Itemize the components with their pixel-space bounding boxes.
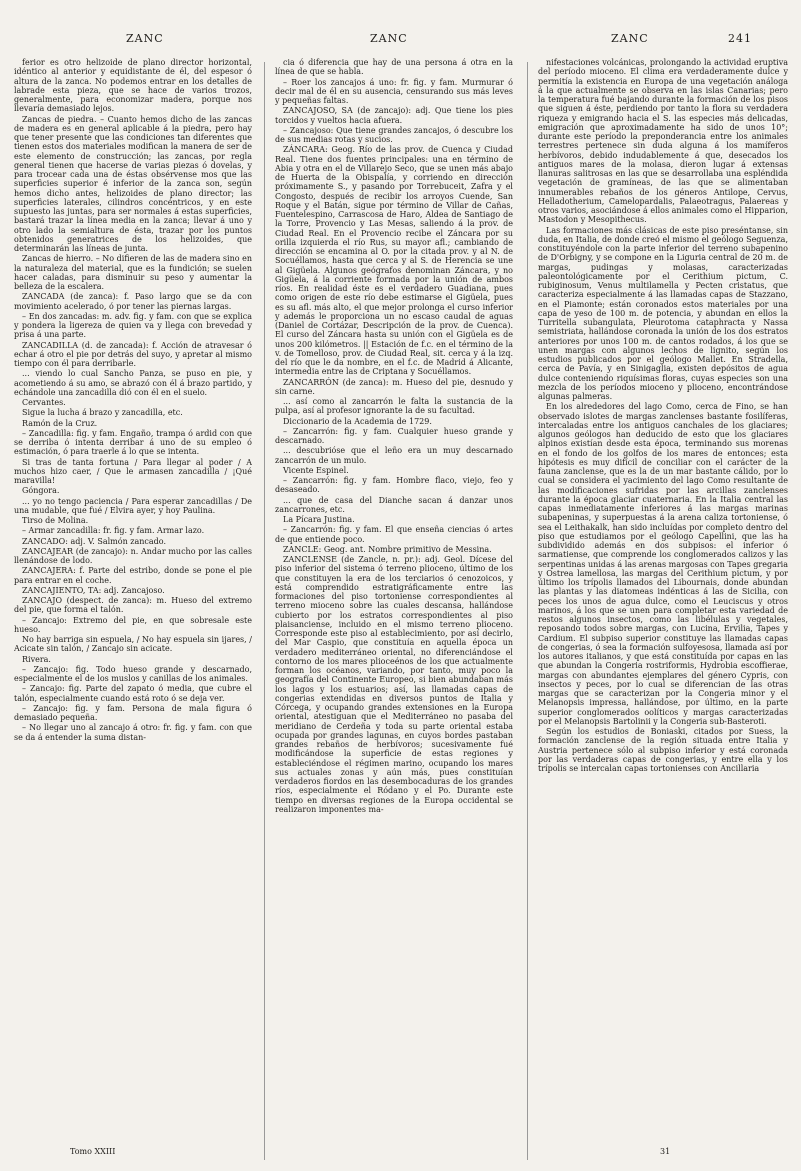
paragraph: ... descubrióse que el leño era un muy descarnado zancarrón de un mulo. <box>275 446 513 465</box>
paragraph: ZANCAJIENTO, TA: adj. Zancajoso. <box>22 585 165 595</box>
paragraph: ZANCAJOSO, SA (de zancajo): adj. Que tiene los pies torcidos y vueltos hacia afuera. <box>275 106 513 125</box>
paragraph: – En dos zancadas: m. adv. fig. y fam. con que se explica y pondera la ligereza de quien va y llega con brevedad y prisa á una parte. <box>14 311 252 340</box>
paragraph: – Zancajo: Extremo del pie, en que sobresale este hueso. <box>14 615 252 634</box>
text-column-2 <box>275 58 513 1163</box>
paragraph: ZANCAJERA: f. Parte del estribo, donde se pone el pie para entrar en el coche. <box>14 566 252 585</box>
paragraph: Las formaciones más clásicas de este piso preséntanse, sin duda, en Italia, de donde creó el mismo el geólogo Seguenza, constituyéndole con la parte inferior del terreno subapenino de D'Orbigny, y se compone en la Liguria central de 20 m. de margas, pudingas y molasas, caracterizadas paleontológicamente por el Cerithium pictum, C. rubiginosum, Venus multilamella y Pecten cristatus, que caracteriza especialmente á las llamadas capas de Stazzano, en el Piamonte; están coronados estos materiales por una capa de yeso de 100 m. de potencia, y abundan en ellos la Turritella subangulata, Pleurotoma cataphracta y Nassa semistriata, hallándose coronada la unión de los dos estratos anteriores por unos 100 m. de cantos rodados, á los que se unen margas con algunos lechos de lignito, según los estudios publicados por el geólogo Mallet. En Stradella, cerca de Pavía, y en Sinigaglia, existen depósitos de agua dulce conteniendo riquísimas floras, cuyas especies son una mezcla de los períodos mioceno y plioceno, encontrándose algunas palmeras. <box>538 225 788 401</box>
volume-label: Tomo XXIII <box>70 1147 116 1156</box>
paragraph: En los alrededores del lago Como, cerca de Fino, se han observado islotes de margas zanclenses bastante fosilíferas, intercaladas entre los antiguos canchales de los glaciares; algunos geólogos han deducido de esto que los glaciares alpinos existían desde esta época, terminando sus morenas en el fondo de los golfos de los mares de entonces; esta hipótesis es muy difícil de conciliar con el carácter de la fauna zanclense, que es la de un mar bastante cálido, por lo cual se considera el yacimiento del lago Como resultante de las modificaciones sufridas por las arcillas zanclenses durante la época glaciar cuaternaria. En la Italia central las capas inmediatamente inferiores á las margas marinas subapeninas, y superpuestas á la arena caliza tortoniense, ó sea el Leithakalk, han sido incluídas por completo dentro del piso que estudiamos por el geólogo Capellini, que las ha subdividido además en dos subpisos: el inferior ó sarmatiense, que comprende los conglomerados calizos y las serpentinas unidas á las arenas margosas con Tapes gregaria y Ostrea lamellosa, las margas del Cerithium pictum, y por último los trípolis llamados del Libournais, donde abundan las plantas y las diatomeas indénticas á las de Sicilia, con peces los unos de agua dulce, como el Leuciscus y otros marinos, á los que se unen para completar esta variedad de restos algunos insectos, como las libélulas y vegetales, reposando todos sobre margas, con Lucina, Ervilia, Tapes y Cardium. El subpiso superior constituye las llamadas capas de congerias, ó sea la formación sulfoyesosa, llamada así por los autores italianos, y que está constituída por capas en las que abundan la Congeria rostriformis, Hydrobia escoffierae, margas con abundantes ejemplares del género Cypris, con insectos y peces, por lo cual se diferencian de las otras margas que se caracterizan por la Congeria minor y el Melanopsis impressa, hallándose, por último, en la parte superior conglomerados oolíticos y margas caracterizadas por el Melanopsis Bartolinii y la Congeria sub-Basteroti. <box>538 402 788 726</box>
paragraph: ZANCLE: Geog. ant. Nombre primitivo de Messina. <box>283 544 492 554</box>
paragraph: Zancas de hierro. – No difieren de las de madera sino en la naturaleza del material, que es la fundición; se suelen hacer caladas, para disminuir su peso y aumentar la belleza de la escalera. <box>14 254 252 291</box>
paragraph: – No llegar uno al zancajo á otro: fr. fig. y fam. con que se da á entender la suma distan- <box>14 723 252 742</box>
paragraph: – Armar zancadilla: fr. fig. y fam. Armar lazo. <box>22 526 205 536</box>
paragraph: – Zancajo: fig. Todo hueso grande y descarnado, especialmente el de los muslos y canillas de los animales. <box>14 664 252 683</box>
page-number: 241 <box>728 32 752 45</box>
header-right-word: ZANC <box>611 32 649 45</box>
sheet-number: 31 <box>660 1147 671 1156</box>
paragraph: Según los estudios de Boniaski, citados por Suess, la formación zanclense de la región situada entre Italia y Austria pertenece sólo al subpiso inferior y está coronada por las verdaderas capas de congerias, y entre ella y los trípolis se intercalan capas tortonienses con Ancillaria <box>538 727 788 773</box>
paragraph: Góngora. <box>22 486 60 496</box>
paragraph: nifestaciones volcánicas, prolongando la actividad eruptiva del período mioceno. El clima era verdaderamente dulce y permitía la existencia en Europa de una vegetación análoga á la que actualmente se observa en las islas Canarias; pero la temperatura fué bajando durante la formación de los pisos que siguen á éste, perdiendo por tanto la flora su verdadera riqueza y emigrando hacia el S. las especies más delicadas, emigración que aproximadamente ha sido de unos 10°; durante este período la preponderancia entre los animales terrestres pertenece sin duda alguna á los mamíferos herbívoros, debido indudablemente á que, desecados los antiguos mares de la molasa, dieron lugar á extensas llanuras salitrosas en las que se desarrollaba una espléndida vegetación de gramíneas, de las que se alimentaban innumerables rebaños de los géneros Antilope, Cervus, Helladotherium, Camelopardalis, Palaeotragus, Palaereas y otros varios, asociándose á ellos animales como el Hipparion, Mastodon y Mesopithecus. <box>538 58 788 225</box>
paragraph: ... así como al zancarrón le falta la sustancia de la pulpa, así al profesor ignorante la de su facultad. <box>275 397 513 416</box>
column-divider <box>264 62 265 1160</box>
paragraph: Zancas de piedra. – Cuanto hemos dicho de las zancas de madera es en general aplicable á la piedra, pero hay que tener presente que las condiciones tan diferentes que tienen estos dos materiales modifican la manera de ser de este elemento de construcción; las zancas, por regla general tienen que hacerse de varias piezas ó dovelas, y para trocear cada una de éstas obsérvense mos que las superficies superior é inferior de la zanca son, según hemos dicho antes, helizoides de plano director; las superficies laterales, cilindros concéntricos, y en este supuesto las juntas, para ser normales á estas superficies, bastará trazar la línea media en la zanca; llevar á uno y otro lado la semialtura de ésta, trazar por los puntos obtenidos generatrices de los helizoides, que determinarán las líneas de junta. <box>14 114 252 253</box>
text-column-1 <box>14 58 252 1163</box>
paragraph: Sigue la lucha á brazo y zancadilla, etc. <box>22 408 183 418</box>
paragraph: Vicente Espinel. <box>283 465 349 475</box>
paragraph: Cervantes. <box>22 398 66 407</box>
paragraph: ... yo no tengo paciencia / Para esperar zancadillas / De una mudable, que fué / Elvira ayer, y hoy Paulina. <box>14 496 252 515</box>
paragraph: – Zancarrón: fig. y fam. El que enseña ciencias ó artes de que entiende poco. <box>275 525 513 544</box>
paragraph: Ramón de la Cruz. <box>22 418 98 428</box>
running-header <box>0 32 801 54</box>
paragraph: ZANCADA (de zanca): f. Paso largo que se da con movimiento acelerado, ó por tener las piernas largas. <box>14 292 252 311</box>
paragraph: ... que de casa del Dianche sacan á danzar unos zancarrones, etc. <box>275 495 513 514</box>
paragraph: No hay barriga sin espuela, / No hay espuela sin ijares, / Acicate sin talón, / Zancajo sin acicate. <box>14 635 252 654</box>
paragraph: Rivera. <box>22 654 51 664</box>
column-divider <box>527 62 528 1160</box>
header-middle-word: ZANC <box>370 32 408 45</box>
paragraph: Si tras de tanta fortuna / Para llegar al poder / A muchos hizo caer, / Que le armasen zancadilla / ¡Qué maravilla! <box>14 457 252 485</box>
paragraph: – Zancadilla: fig. y fam. Engaño, trampa ó ardid con que se derriba ó intenta derribar á uno de su empleo ó estimación, ó para traerle á lo que se intenta. <box>14 428 252 457</box>
paragraph: Tirso de Molina. <box>22 516 89 525</box>
paragraph: cia ó diferencia que hay de una persona á otra en la línea de que se habla. <box>275 58 513 77</box>
text-column-3 <box>538 58 788 1163</box>
paragraph: – Zancajo: fig. Parte del zapato ó media, que cubre el talón, especialmente cuando está roto ó se deja ver. <box>14 684 252 703</box>
paragraph: ZANCADILLA (d. de zancada): f. Acción de atravesar ó echar á otro el pie por detrás del suyo, y apretar al mismo tiempo con él para derribarle. <box>14 340 252 368</box>
paragraph: ZANCARRÓN (de zanca): m. Hueso del pie, desnudo y sin carne. <box>275 377 513 396</box>
paragraph: ZANCLENSE (de Zancle, n. pr.): adj. Geol. Dícese del piso inferior del sistema ó terreno plioceno, último de los que constituyen la era de los terciarios ó cenozoicos, y está comprendido estratigráficamente entre las formaciones del piso tortoniense correspondientes al terreno mioceno sobre las cuales descansa, hallándose cubierto por los estratos correspondientes al piso plaisanciense, incluido en el mismo terreno plioceno. Corresponde este piso al establecimiento, por así decirlo, del Mar Caspio, que constituía en aquella época un verdadero mediterráneo oriental, no diferenciándose el contorno de los mares plioceénos de los que actualmente forman los océanos, variando, por tanto, muy poco la geografía del Continente Europeo, si bien abundaban más los lagos y los estuarios; así, las llamadas capas de congerias extendidas en diversos puntos de Italia y Córcega, y ocupando grandes extensiones en la Europa oriental, atestiguan que el Mediterráneo no pasaba del meridiano de Cerdeña y toda su parte oriental estaba ocupada por grandes lagunas, en cuyos bordes pastaban grandes rebaños de herbívoros; sucesivamente fué modificándose la superficie de estas regiones y estableciéndose el régimen marino, ocupando los mares sus actuales zonas y aún más, pues constituían verdaderos fiordos en las desembocaduras de los grandes ríos, especialmente el Ródano y el Po. Durante este tiempo en diversas regiones de la Europa occidental se realizaron imponentes ma- <box>275 555 513 814</box>
header-left-word: ZANC <box>126 32 164 45</box>
paragraph: – Zancarrón: fig. y fam. Cualquier hueso grande y descarnado. <box>275 426 513 445</box>
paragraph: ZANCAJEAR (de zancajo): n. Andar mucho por las calles llenándose de lodo. <box>14 546 252 565</box>
paragraph: ZANCADO: adj. V. Salmón zancado. <box>22 536 166 546</box>
paragraph: ... viendo lo cual Sancho Panza, se puso en pie, y acometiendo á su amo, se abrazó con él á brazo partido, y echándole una zancadilla dió con él en el suelo. <box>14 369 252 397</box>
paragraph: – Roer los zancajos á uno: fr. fig. y fam. Murmurar ó decir mal de él en su ausencia, censurando sus más leves y pequeñas faltas. <box>275 77 513 105</box>
paragraph: La Pícara Justina. <box>283 515 355 524</box>
paragraph: ferior es otro helizoide de plano director horizontal, idéntico al anterior y equidistante de él, del espesor ó altura de la zanca. No podemos entrar en los detalles de labrade esta pieza, que se hace de varios trozos, generalmente, para economizar madera, porque nos llevaría demasiado lejos. <box>14 58 252 114</box>
paragraph: – Zancarrón: fig. y fam. Hombre flaco, viejo, feo y desaseado. <box>275 476 513 495</box>
paragraph: ZÁNCARA: Geog. Río de las prov. de Cuenca y Ciudad Real. Tiene dos fuentes principales: una en término de Abia y otra en el de Villarejo Seco, que se unen más abajo de Huerta de la Obispalía, y corriendo en dirección próximamente S., y pasando por Torrebuceit, Zafra y el Congosto, después de recibir los arroyos Cuende, San Roque y el Batán, sigue por término de Villar de Cañas, Fuentelespino, Carrascosa de Haro, Aldea de Santiago de la Torre, Provencio y Las Mesas, saliendo á la prov. de Ciudad Real. En el Provencio recibe el Záncara por su orilla izquierda el río Rus, su mayor afl.; cambiando de dirección se encamina al O. por la citada prov. y al N. de Socuéllamos, hasta que cerca y al S. de Herencia se une al Gigüela. Algunos geógrafos denominan Záncara, y no Gigüela, á la corriente formada por la unión de ambos ríos. En realidad éste es el verdadero Guadiana, pues como origen de este río debe estimarse el Gigüela, pues es su afl. más alto, el que mejor prolonga el curso inferior y además le proporciona un no escaso caudal de aguas (Daniel de Cortázar, Descripción de la prov. de Cuenca). El curso del Záncara hasta su unión con el Gigüela es de unos 200 kilómetros. || Estación de f.c. en el término de la v. de Tomelloso, prov. de Ciudad Real, sit. cerca y á la izq. del río que le da nombre, en el f.c. de Madrid á Alicante, intermedia entre las de Criptana y Socuéllamos. <box>275 145 513 377</box>
paragraph: – Zancajoso: Que tiene grandes zancajos, ó descubre los de sus medias rotas y sucios. <box>275 125 513 144</box>
paragraph: – Zancajo: fig. y fam. Persona de mala figura ó demasiado pequeña. <box>14 703 252 722</box>
paragraph: ZANCAJO (despect. de zanca): m. Hueso del extremo del pie, que forma el talón. <box>14 596 252 615</box>
paragraph: Diccionario de la Academia de 1729. <box>283 416 432 426</box>
